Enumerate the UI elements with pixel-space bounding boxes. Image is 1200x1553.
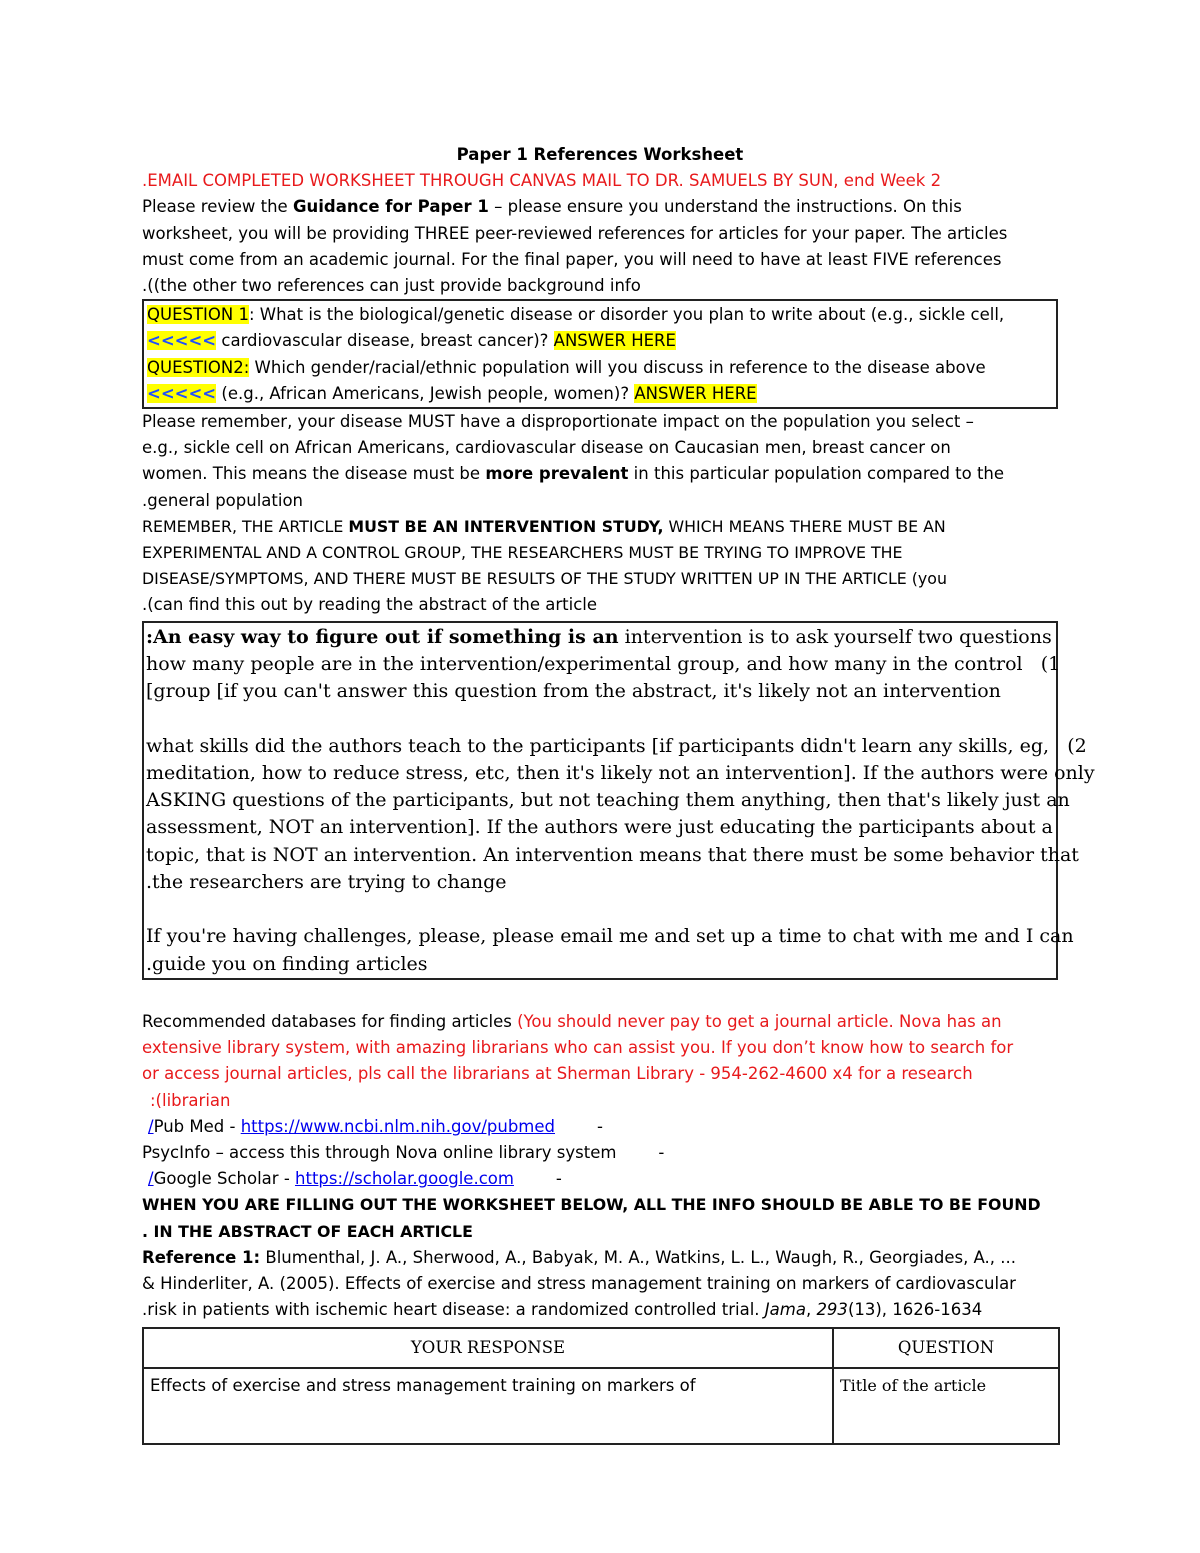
email-notice: .EMAIL COMPLETED WORKSHEET THROUGH CANVAS MAIL TO DR. SAMUELS BY SUN, end Week 2 bbox=[142, 171, 942, 191]
col-header-question: QUESTION bbox=[833, 1328, 1059, 1368]
question-1-answer-field[interactable]: ANSWER HERE bbox=[553, 331, 676, 351]
questions-box: QUESTION 1: What is the biological/genetic disease or disorder you plan to write about (e.g., sickle cell, <<<<< cardiovascular disease, breast cancer)? ANSWER HERE QUESTION2: Which gender/racial/ethnic population will you discuss in reference to the disease above <<<<< (e.g., African Americans, Jewish people, women)? ANSWER HERE bbox=[142, 299, 1058, 409]
google-scholar-link[interactable]: https://scholar.google.com bbox=[295, 1169, 514, 1189]
col-header-response: YOUR RESPONSE bbox=[143, 1328, 833, 1368]
page-title: Paper 1 References Worksheet bbox=[456, 145, 744, 164]
question-1-text: : What is the biological/genetic disease or disorder you plan to write about (e.g., sickle cell, bbox=[248, 305, 1005, 325]
question-1-label: QUESTION 1 bbox=[147, 305, 249, 325]
worksheet-note: WHEN YOU ARE FILLING OUT THE WORKSHEET BELOW, ALL THE INFO SHOULD BE ABLE TO BE FOUND . IN THE ABSTRACT OF EACH ARTICLE bbox=[142, 1195, 1041, 1241]
pubmed-link[interactable]: https://www.ncbi.nlm.nih.gov/pubmed bbox=[240, 1116, 555, 1136]
worksheet-page bbox=[142, 142, 1095, 1445]
question-2-label: QUESTION2: bbox=[147, 357, 250, 377]
intro-paragraph: Please review the Guidance for Paper 1 – please ensure you understand the instructions. On this worksheet, you will be providing THREE peer-reviewed references for articles for your paper. The articles must come from an academic journal. For the final paper, you will need to have at least FIVE references .((the other two references can just provide background info bbox=[142, 197, 1008, 296]
guidance-title: Guidance for Paper 1 bbox=[292, 197, 489, 217]
question-2-answer-field[interactable]: ANSWER HERE bbox=[634, 383, 757, 403]
intervention-tips-box: :An easy way to figure out if something is an intervention is to ask yourself two questions how many people are in the intervention/experimental group, and how many in the control (1 [group [if you can't answer this question from the abstract, it's likely not an intervention what skills did the authors teach to the participants [if participants didn't learn any skills, eg, (2 meditation, how to reduce stress, etc, then it's likely not an intervention]. If the authors were only ASKING questions of the participants, but not teaching them anything, then that's likely just an assessment, NOT an intervention]. If the authors were just educating the participants about a topic, that is NOT an intervention. An intervention means that there must be some behavior that .the researchers are trying to change If you're having challenges, please, please email me and set up a time to chat with me and I can .guide you on finding articles bbox=[142, 621, 1058, 980]
response-table bbox=[142, 1327, 1060, 1445]
question-2-text: Which gender/racial/ethnic population will you discuss in reference to the disease above bbox=[249, 357, 986, 377]
databases-paragraph: Recommended databases for finding articles (You should never pay to get a journal article. Nova has an extensive library system, with amazing librarians who can assist you. If you don’t know how to search for or access journal articles, pls call the librarians at Sherman Library - 954-262-4600 x4 for a research :(librarian /Pub Med - https://www.ncbi.nlm.nih.gov/pubmed - PsycInfo – access this through Nova online library system - /Google Scholar - https://scholar.google.com - bbox=[142, 1011, 1014, 1189]
reference-1: Reference 1: Blumenthal, J. A., Sherwood, A., Babyak, M. A., Watkins, L. L., Waugh, R., Georgiades, A., ... & Hinderliter, A. (2005). Effects of exercise and stress management training on markers of cardiovascular .risk in patients with ischemic heart disease: a randomized controlled trial. Jama, 293(13), 1626-1634 bbox=[142, 1247, 1017, 1320]
question-1-arrows: <<<<< bbox=[147, 331, 217, 351]
response-cell-title[interactable]: Effects of exercise and stress management training on markers of bbox=[143, 1368, 833, 1444]
intervention-paragraph: REMEMBER, THE ARTICLE MUST BE AN INTERVENTION STUDY, WHICH MEANS THERE MUST BE AN EXPERIMENTAL AND A CONTROL GROUP, THE RESEARCHERS MUST BE TRYING TO IMPROVE THE DISEASE/SYMPTOMS, AND THERE MUST BE RESULTS OF THE STUDY WRITTEN UP IN THE ARTICLE (you .(can find this out by reading the abstract of the article bbox=[142, 516, 947, 615]
remember-paragraph: Please remember, your disease MUST have a disproportionate impact on the population you select – e.g., sickle cell on African Americans, cardiovascular disease on Caucasian men, breast cancer on women. This means the disease must be more prevalent in this particular population compared to the .general population bbox=[142, 412, 1005, 510]
psycinfo-text: PsycInfo – access this through Nova online library system bbox=[142, 1142, 617, 1162]
question-2-arrows: <<<<< bbox=[147, 383, 217, 403]
question-cell-title: Title of the article bbox=[833, 1368, 1059, 1444]
